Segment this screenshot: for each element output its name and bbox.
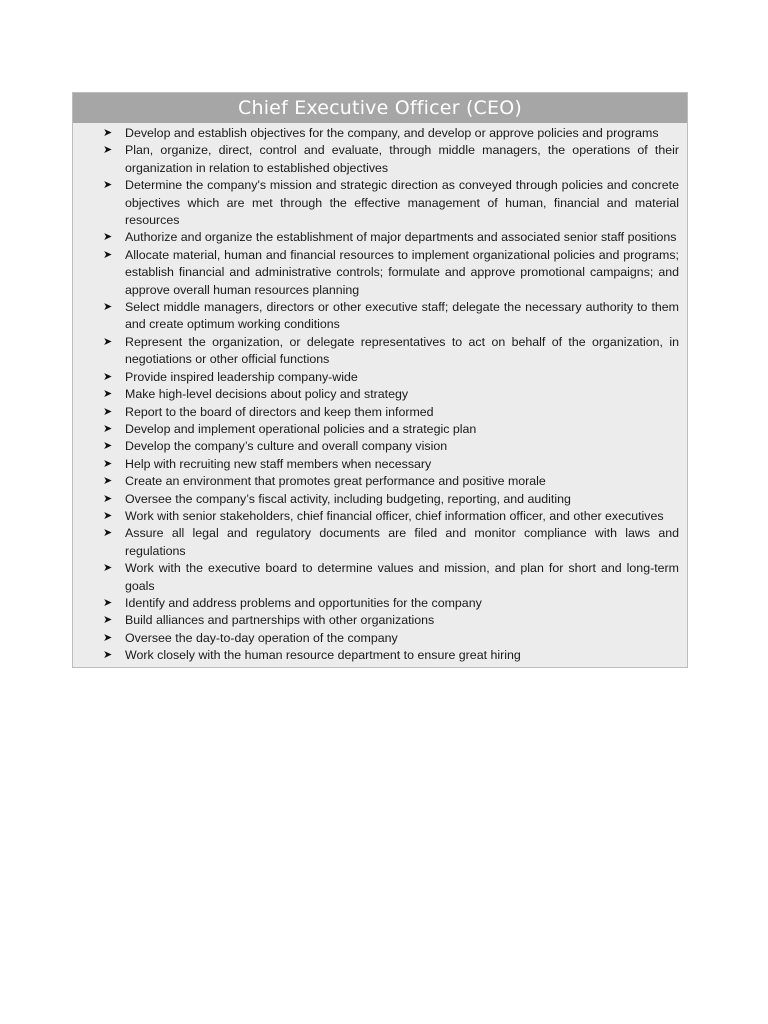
- arrowhead-bullet-icon: ➤: [103, 457, 113, 470]
- duty-text: Represent the organization, or delegate representatives to act on behalf of the organization, in negotiations or other official functions: [125, 334, 679, 367]
- list-item: [73, 386, 679, 403]
- arrowhead-bullet-icon: ➤: [103, 179, 113, 192]
- arrowhead-bullet-icon: ➤: [103, 144, 113, 157]
- arrowhead-bullet-icon: ➤: [103, 335, 113, 348]
- page-title: Chief Executive Officer (CEO): [73, 93, 687, 123]
- duty-text: Plan, organize, direct, control and evaluate, through middle managers, the operations of their organization in relation to established objectives: [125, 143, 679, 175]
- arrowhead-bullet-icon: ➤: [103, 301, 113, 314]
- arrowhead-bullet-icon: ➤: [103, 596, 113, 609]
- list-item: [73, 612, 679, 629]
- list-item: [73, 369, 679, 386]
- list-item: [73, 630, 679, 647]
- duty-text: Oversee the day-to-day operation of the company: [125, 630, 398, 645]
- arrowhead-bullet-icon: ➤: [103, 631, 113, 644]
- arrowhead-bullet-icon: ➤: [103, 422, 113, 435]
- arrowhead-bullet-icon: ➤: [103, 527, 113, 540]
- arrowhead-bullet-icon: ➤: [103, 475, 113, 488]
- duty-text: Authorize and organize the establishment of major departments and associated senior staff positions: [125, 230, 677, 245]
- duty-text: Work closely with the human resource department to ensure great hiring: [125, 648, 521, 663]
- duty-list: [73, 123, 687, 667]
- list-item: [73, 404, 679, 421]
- arrowhead-bullet-icon: ➤: [103, 440, 113, 453]
- duty-text: Develop and establish objectives for the company, and develop or approve policies and programs: [125, 126, 659, 140]
- list-item: [73, 125, 679, 142]
- list-item: [73, 177, 679, 229]
- duty-text: Build alliances and partnerships with other organizations: [125, 613, 435, 628]
- duty-text: Develop the company’s culture and overall company vision: [125, 439, 448, 454]
- arrowhead-bullet-icon: ➤: [103, 248, 113, 261]
- arrowhead-bullet-icon: ➤: [103, 388, 113, 401]
- duty-text: Select middle managers, directors or other executive staff; delegate the necessary authority to them and create optimum working conditions: [125, 300, 679, 332]
- duty-text: Make high-level decisions about policy and strategy: [125, 387, 409, 402]
- list-item: [73, 421, 679, 438]
- arrowhead-bullet-icon: ➤: [103, 405, 113, 418]
- arrowhead-bullet-icon: ➤: [103, 509, 113, 522]
- duty-text: Assure all legal and regulatory documents are filed and monitor compliance with laws and regulations: [125, 526, 679, 558]
- arrowhead-bullet-icon: ➤: [103, 231, 113, 244]
- duty-text: Develop and implement operational policies and a strategic plan: [125, 421, 477, 436]
- duty-text: Identify and address problems and opportunities for the company: [125, 595, 482, 610]
- arrowhead-bullet-icon: ➤: [103, 614, 113, 627]
- list-item: [73, 229, 679, 246]
- list-item: [73, 247, 679, 299]
- list-item: [73, 491, 679, 508]
- ceo-duties-box: [72, 92, 688, 668]
- list-item: [73, 595, 679, 612]
- duty-text: Determine the company's mission and strategic direction as conveyed through policies and concrete objectives which are met through the effective management of human, financial and material resources: [125, 178, 679, 228]
- list-item: [73, 560, 679, 595]
- list-item: [73, 142, 679, 177]
- list-item: [73, 473, 679, 490]
- list-item: [73, 525, 679, 560]
- list-item: [73, 299, 679, 334]
- duty-text: Work with the executive board to determine values and mission, and plan for short and long-term goals: [125, 561, 679, 593]
- arrowhead-bullet-icon: ➤: [103, 492, 113, 505]
- list-item: [73, 456, 679, 473]
- arrowhead-bullet-icon: ➤: [103, 370, 113, 383]
- list-item: [73, 438, 679, 455]
- list-item: [73, 647, 679, 664]
- list-item: [73, 334, 679, 369]
- duty-text: Oversee the company’s fiscal activity, including budgeting, reporting, and auditing: [125, 491, 571, 506]
- duty-text: Report to the board of directors and keep them informed: [125, 404, 434, 419]
- arrowhead-bullet-icon: ➤: [103, 649, 113, 662]
- duty-text: Help with recruiting new staff members when necessary: [125, 456, 432, 471]
- duty-text: Provide inspired leadership company-wide: [125, 369, 358, 384]
- duty-text: Work with senior stakeholders, chief financial officer, chief information officer, and other executives: [125, 508, 664, 523]
- list-item: [73, 508, 679, 525]
- arrowhead-bullet-icon: ➤: [103, 562, 113, 575]
- duty-text: Create an environment that promotes great performance and positive morale: [125, 474, 546, 489]
- duty-text: Allocate material, human and financial resources to implement organizational policies and programs; establish financial and administrative controls; formulate and approve promotional campaigns; and approve overall human resources planning: [125, 247, 679, 297]
- arrowhead-bullet-icon: ➤: [103, 127, 113, 139]
